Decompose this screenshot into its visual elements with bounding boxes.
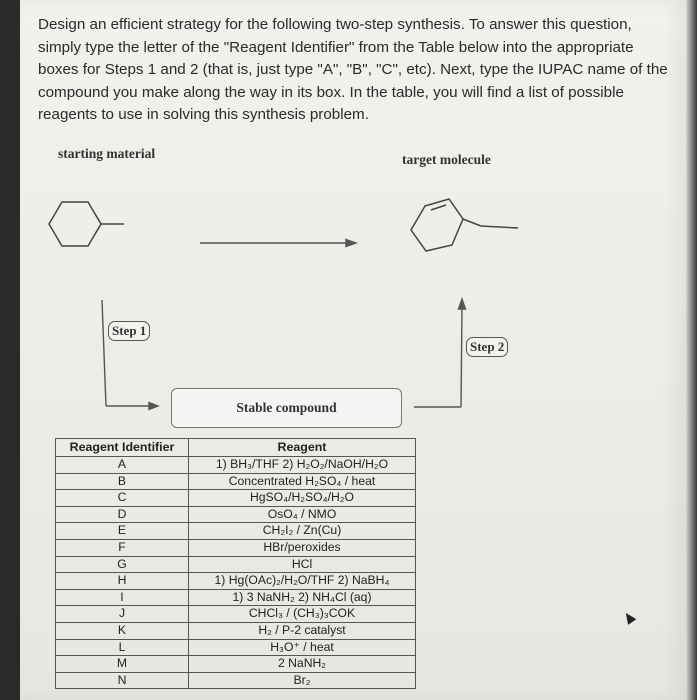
table-row: [56, 506, 416, 523]
reagent-id: B: [56, 473, 189, 490]
table-row: [56, 523, 416, 540]
table-row: [56, 556, 416, 573]
table-row: [56, 539, 416, 556]
table-row: [56, 622, 416, 639]
reagent-text: 1) BH₃/THF 2) H₂O₂/NaOH/H₂O: [189, 457, 416, 474]
target-molecule-label: target molecule: [402, 152, 491, 167]
reagent-id: F: [56, 539, 189, 556]
reagent-id: I: [56, 589, 189, 606]
table-row: [56, 457, 416, 474]
reagent-id: A: [56, 457, 189, 474]
reagent-id: J: [56, 606, 189, 623]
table-row: [56, 672, 416, 689]
reagent-text: HCl: [189, 556, 416, 573]
reaction-arrow: [200, 240, 356, 247]
reagent-text: HBr/peroxides: [189, 539, 416, 556]
step2-box[interactable]: Step 2: [466, 337, 508, 357]
table-row: [56, 589, 416, 606]
table-row: [56, 490, 416, 507]
table-row: [56, 473, 416, 490]
reagent-id: N: [56, 672, 189, 689]
reagent-table: [55, 438, 416, 689]
table-header-row: [56, 439, 416, 457]
stable-compound-box[interactable]: Stable compound: [171, 388, 402, 428]
reagent-text: H₂ / P-2 catalyst: [189, 622, 416, 639]
reagent-text: CH₂I₂ / Zn(Cu): [189, 523, 416, 540]
table-row: [56, 573, 416, 590]
header-reagent: Reagent: [189, 439, 416, 457]
step1-arrow: [102, 300, 158, 410]
reagent-text: Concentrated H₂SO₄ / heat: [189, 473, 416, 490]
reagent-id: M: [56, 656, 189, 673]
reagent-text: 2 NaNH₂: [189, 656, 416, 673]
table-row: [56, 606, 416, 623]
reagent-text: H₃O⁺ / heat: [189, 639, 416, 656]
step2-arrow: [414, 299, 466, 407]
reagent-text: Br₂: [189, 672, 416, 689]
header-reagent-identifier: Reagent Identifier: [56, 439, 189, 457]
question-text: Design an efficient strategy for the following two-step synthesis. To answer this question, simply type the letter of the "Reagent Identifier" from the Table below into the appropriate boxes for Steps 1 and 2 (that is, just type "A", "B", "C", etc). Next, type the IUPAC name of the compound you make along the way in its box. In the table, you will find a list of possible reagents to use in solving this synthesis problem.: [38, 16, 668, 123]
table-row: [56, 639, 416, 656]
reagent-id: G: [56, 556, 189, 573]
starting-material-label: starting material: [58, 146, 156, 161]
reagent-id: E: [56, 523, 189, 540]
table-row: [56, 656, 416, 673]
reagent-id: L: [56, 639, 189, 656]
reagent-id: D: [56, 506, 189, 523]
reagent-text: HgSO₄/H₂SO₄/H₂O: [189, 490, 416, 507]
reagent-text: OsO₄ / NMO: [189, 506, 416, 523]
reagent-text: CHCl₃ / (CH₃)₃COK: [189, 606, 416, 623]
target-molecule-structure: [411, 199, 518, 251]
reagent-text: 1) Hg(OAc)₂/H₂O/THF 2) NaBH₄: [189, 573, 416, 590]
reagent-text: 1) 3 NaNH₂ 2) NH₄Cl (aq): [189, 589, 416, 606]
starting-material-structure: [49, 202, 124, 246]
reagent-id: H: [56, 573, 189, 590]
reagent-id: C: [56, 490, 189, 507]
reagent-id: K: [56, 622, 189, 639]
step1-box[interactable]: Step 1: [108, 321, 150, 341]
